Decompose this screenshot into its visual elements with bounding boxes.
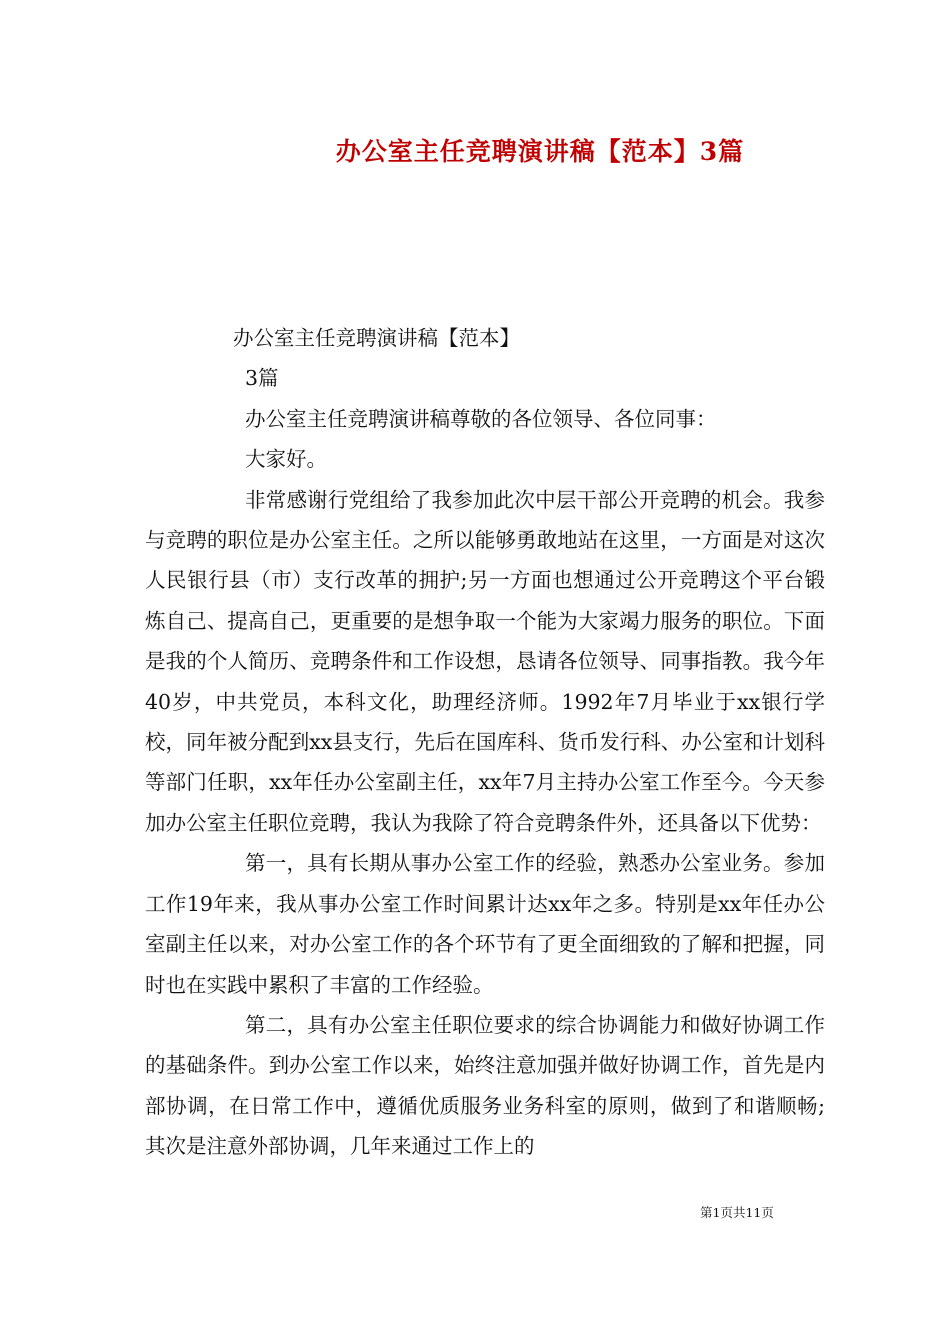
subtitle-line-1: 办公室主任竞聘演讲稿【范本】 — [233, 326, 520, 350]
salutation-line: 大家好。 — [245, 447, 327, 472]
paragraph-first-advantage: 第一，具有长期从事办公室工作的经验，熟悉办公室业务。参加工作19年来，我从事办公室工作时间累计达xx年之多。特别是xx年任办公室副主任以来，对办公室工作的各个环节有了更全面细致的了解和把握，同时也在实践中累积了丰富的工作经验。 — [145, 851, 825, 997]
document-title: 办公室主任竞聘演讲稿【范本】3篇 — [335, 137, 745, 166]
paragraph-intro: 非常感谢行党组给了我参加此次中层干部公开竞聘的机会。我参与竞聘的职位是办公室主任。之所以能够勇敢地站在这里，一方面是对这次人民银行县（市）支行改革的拥护;另一方面也想通过公开竞聘这个平台锻炼自己、提高自己，更重要的是想争取一个能为大家竭力服务的职位。下面是我的个人简历、竞聘条件和工作设想，恳请各位领导、同事指教。我今年40岁，中共党员，本科文化，助理经济师。1992年7月毕业于xx银行学校，同年被分配到xx县支行，先后在国库科、货币发行科、办公室和计划科等部门任职，xx年任办公室副主任，xx年7月主持办公室工作至今。今天参加办公室主任职位竞聘，我认为我除了符合竞聘条件外，还具备以下优势： — [145, 487, 825, 835]
page-number-footer: 第1页共11页 — [700, 1205, 774, 1220]
paragraph-second-advantage: 第二，具有办公室主任职位要求的综合协调能力和做好协调工作的基础条件。到办公室工作以来，始终注意加强并做好协调工作，首先是内部协调，在日常工作中，遵循优质服务业务科室的原则，做到了和谐顺畅;其次是注意外部协调，几年来通过工作上的 — [145, 1012, 825, 1159]
document-body — [145, 318, 825, 1167]
subtitle-line-2: 3篇 — [245, 366, 279, 391]
greeting-line: 办公室主任竞聘演讲稿尊敬的各位领导、各位同事： — [245, 406, 717, 431]
